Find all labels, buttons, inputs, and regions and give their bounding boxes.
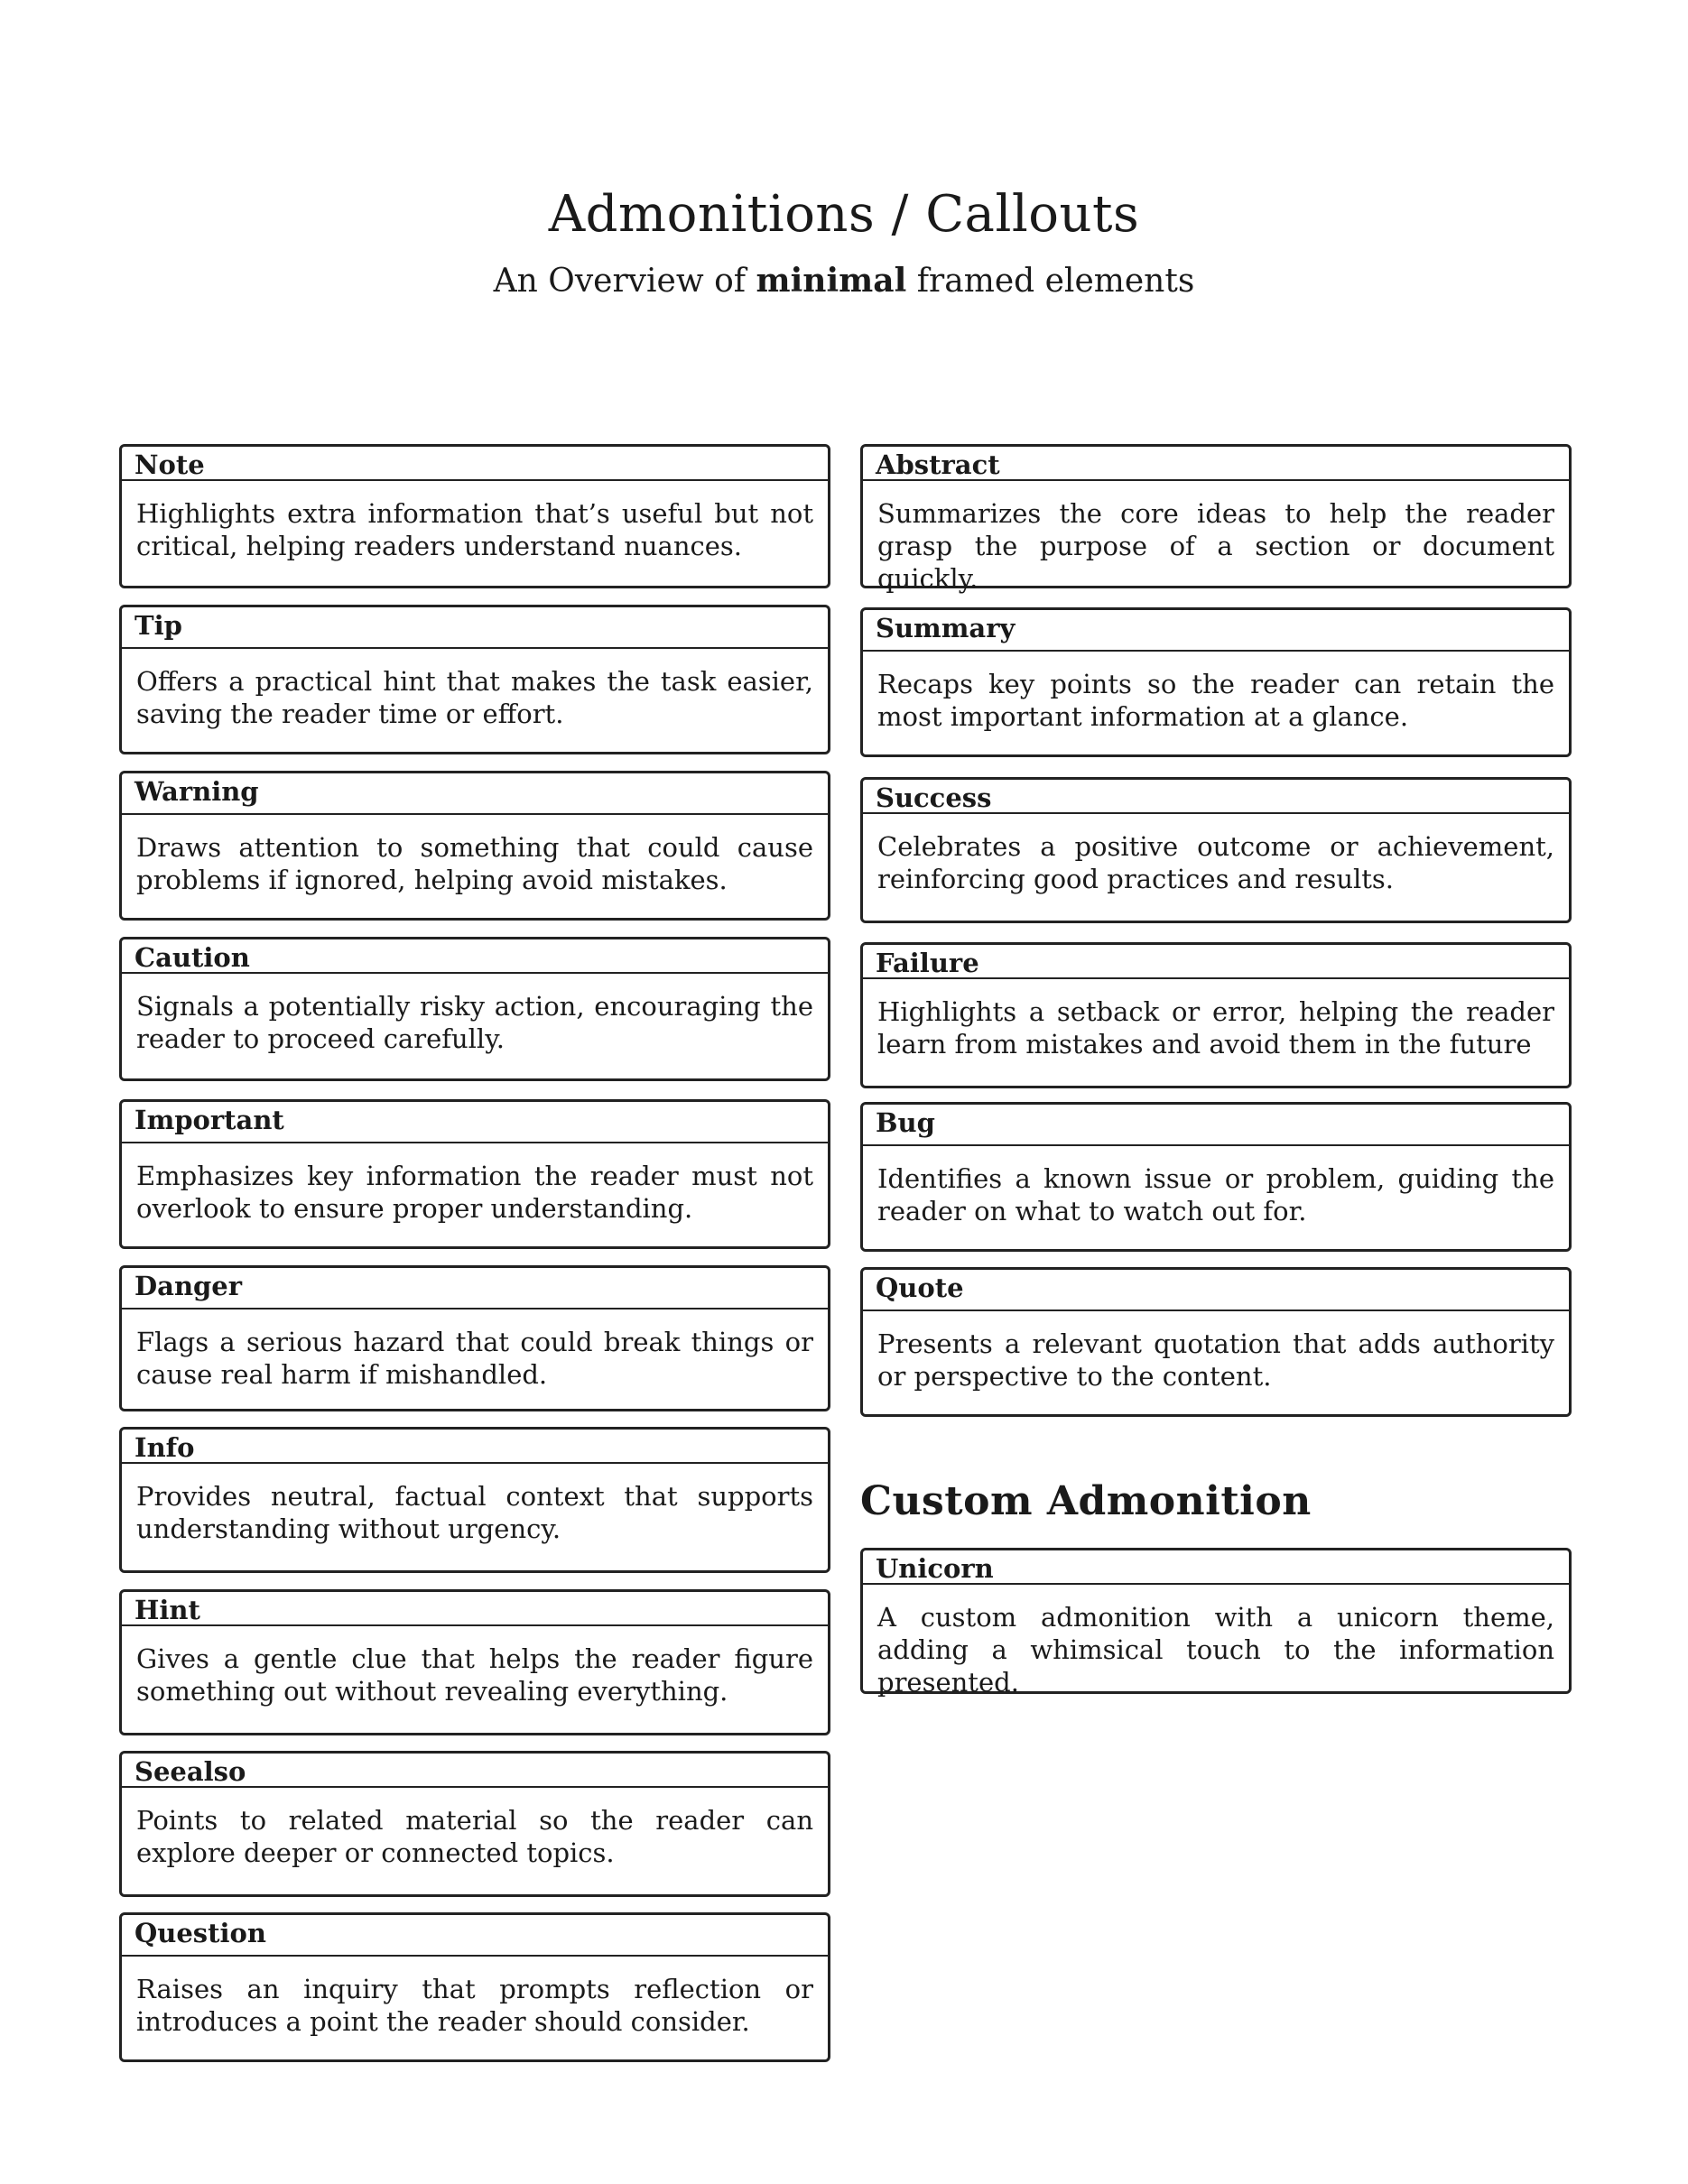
admonition-title: Failure — [863, 945, 1569, 979]
page-subtitle — [0, 262, 1688, 300]
admonition-text: Raises an inquiry that prompts reflection or introduces a point the reader should consider. — [136, 1974, 813, 2037]
admonition-title: Success — [863, 780, 1569, 814]
admonition-hint — [119, 1589, 830, 1735]
admonition-text: Identifies a known issue or problem, guiding the reader on what to watch out for. — [877, 1163, 1554, 1226]
admonition-text: Summarizes the core ideas to help the reader grasp the purpose of a section or document quickly. — [877, 498, 1554, 594]
admonition-text: Points to related material so the reader can explore deeper or connected topics. — [136, 1805, 813, 1868]
admonition-title: Warning — [122, 773, 828, 815]
admonition-caution — [119, 937, 830, 1081]
admonition-title: Note — [122, 447, 828, 481]
admonition-title: Info — [122, 1430, 828, 1464]
admonition-text: Highlights extra information that’s useful but not critical, helping readers understand nuances. — [136, 498, 813, 561]
admonition-title: Question — [122, 1915, 828, 1957]
custom-admonition-heading: Custom Admonition — [860, 1478, 1312, 1524]
admonition-warning — [119, 771, 830, 921]
admonition-text: Recaps key points so the reader can retain the most important information at a glance. — [877, 669, 1554, 732]
admonition-title: Seealso — [122, 1754, 828, 1788]
admonition-danger — [119, 1265, 830, 1411]
admonition-tip — [119, 605, 830, 754]
admonition-note — [119, 444, 830, 588]
admonition-title: Abstract — [863, 447, 1569, 481]
admonition-title: Unicorn — [863, 1550, 1569, 1585]
admonition-title: Hint — [122, 1592, 828, 1626]
admonition-info — [119, 1427, 830, 1573]
admonition-summary — [860, 607, 1572, 757]
admonition-success — [860, 777, 1572, 923]
admonition-text: Presents a relevant quotation that adds authority or perspective to the content. — [877, 1328, 1554, 1392]
admonition-text: Highlights a setback or error, helping the reader learn from mistakes and avoid them in the future — [877, 996, 1554, 1060]
admonition-seealso — [119, 1751, 830, 1897]
admonition-title: Danger — [122, 1268, 828, 1309]
subtitle-suffix: framed elements — [906, 263, 1195, 300]
subtitle-prefix: An Overview of — [493, 263, 756, 300]
admonition-text: Provides neutral, factual context that supports understanding without urgency. — [136, 1481, 813, 1544]
admonition-title: Important — [122, 1102, 828, 1143]
admonition-bug — [860, 1102, 1572, 1252]
admonition-text: Signals a potentially risky action, encouraging the reader to proceed carefully. — [136, 991, 813, 1054]
admonition-unicorn — [860, 1548, 1572, 1698]
admonition-text: A custom admonition with a unicorn theme, adding a whimsical touch to the information presented. — [877, 1602, 1554, 1698]
admonition-title: Tip — [122, 607, 828, 649]
admonition-question — [119, 1912, 830, 2062]
admonition-text: Emphasizes key information the reader must not overlook to ensure proper understanding. — [136, 1161, 813, 1224]
admonition-title: Quote — [863, 1270, 1569, 1311]
admonition-abstract — [860, 444, 1572, 594]
admonition-text: Offers a practical hint that makes the task easier, saving the reader time or effort. — [136, 666, 813, 729]
admonition-failure — [860, 942, 1572, 1088]
admonition-title: Caution — [122, 939, 828, 974]
admonition-important — [119, 1099, 830, 1249]
admonition-title: Bug — [863, 1105, 1569, 1146]
admonition-quote — [860, 1267, 1572, 1417]
admonition-text: Draws attention to something that could cause problems if ignored, helping avoid mistakes. — [136, 832, 813, 895]
admonition-text: Flags a serious hazard that could break things or cause real harm if mishandled. — [136, 1327, 813, 1390]
admonition-text: Gives a gentle clue that helps the reader figure something out without revealing everything. — [136, 1643, 813, 1707]
admonition-title: Summary — [863, 610, 1569, 652]
admonition-text: Celebrates a positive outcome or achievement, reinforcing good practices and results. — [877, 831, 1554, 894]
page-title: Admonitions / Callouts — [548, 185, 1140, 244]
subtitle-bold: minimal — [756, 262, 907, 300]
